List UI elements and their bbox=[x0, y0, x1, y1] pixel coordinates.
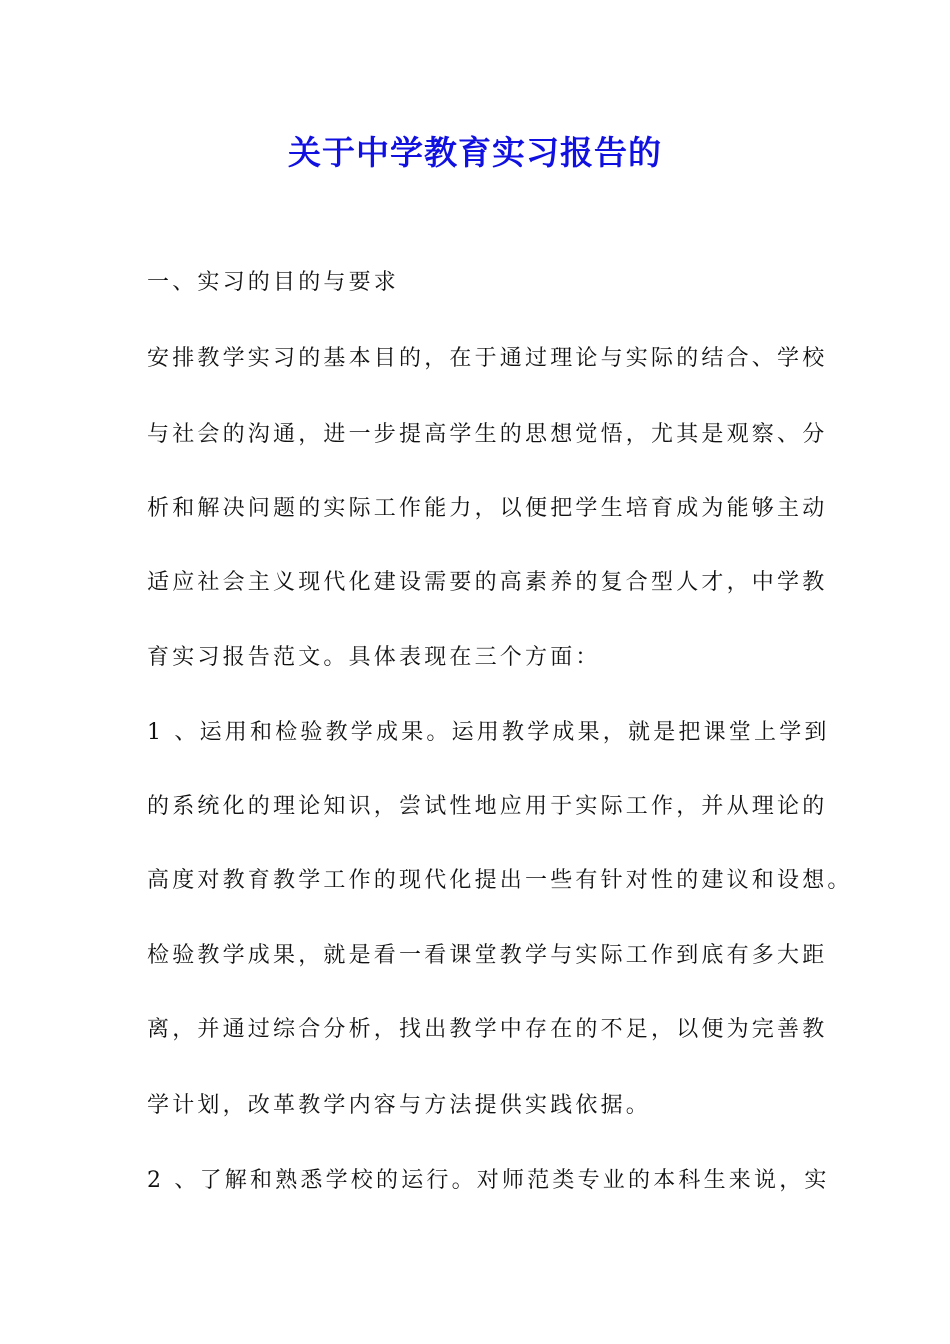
paragraph-line: 安排教学实习的基本目的，在于通过理论与实际的结合、学校 bbox=[147, 346, 828, 371]
paragraph-line: 高度对教育教学工作的现代化提出一些有针对性的建议和设想。 bbox=[147, 868, 853, 893]
paragraph-line: 1 、运用和检验教学成果。运用教学成果，就是把课堂上学到 bbox=[147, 720, 830, 745]
paragraph-line: 离，并通过综合分析，找出教学中存在的不足，以便为完善教 bbox=[147, 1017, 828, 1042]
paragraph-line: 适应社会主义现代化建设需要的高素养的复合型人才，中学教 bbox=[147, 570, 828, 595]
paragraph-line: 育实习报告范文。具体表现在三个方面： bbox=[147, 645, 601, 670]
document-title: 关于中学教育实习报告的 bbox=[288, 133, 662, 172]
paragraph-line: 检验教学成果，就是看一看课堂教学与实际工作到底有多大距 bbox=[147, 943, 828, 968]
paragraph-line: 与社会的沟通，进一步提高学生的思想觉悟，尤其是观察、分 bbox=[147, 422, 828, 447]
section-heading: 一、实习的目的与要求 bbox=[147, 270, 400, 295]
paragraph-line: 的系统化的理论知识，尝试性地应用于实际工作，并从理论的 bbox=[147, 794, 828, 819]
paragraph-line: 学计划，改革教学内容与方法提供实践依据。 bbox=[147, 1093, 652, 1118]
paragraph-line: 2 、了解和熟悉学校的运行。对师范类专业的本科生来说，实 bbox=[147, 1168, 830, 1193]
paragraph-line: 析和解决问题的实际工作能力，以便把学生培育成为能够主动 bbox=[147, 496, 828, 521]
